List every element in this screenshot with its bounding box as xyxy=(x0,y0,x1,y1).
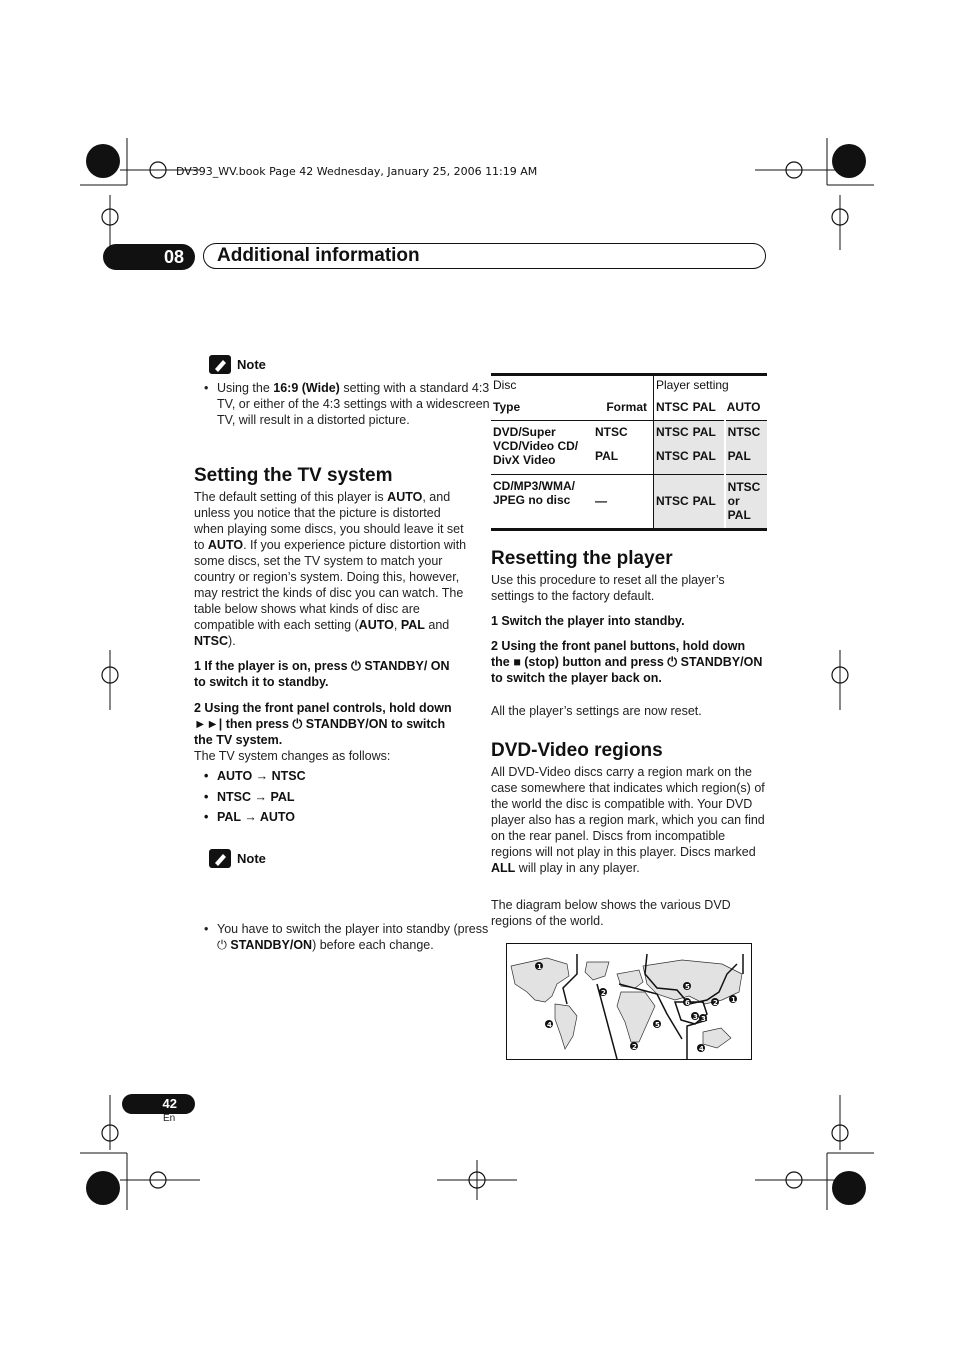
list-item: • NTSC → PAL xyxy=(194,789,444,809)
table-header-player-setting: Player setting xyxy=(654,376,768,396)
map-label: 4 xyxy=(699,1045,704,1053)
map-label: 1 xyxy=(537,963,542,971)
table-header-type: Type xyxy=(493,400,521,414)
map-label: 3 xyxy=(701,1015,706,1023)
table-header-disc: Disc xyxy=(493,378,517,392)
table-row-type: CD/MP3/WMA/ JPEG no disc xyxy=(493,478,575,507)
table-cell-auto: NTSC or PAL xyxy=(725,474,767,528)
tv-step-2: 2 Using the front panel controls, hold down ►►| then press ⏻ STANDBY/ON to switch the TV system. xyxy=(194,701,452,747)
map-label: 5 xyxy=(685,983,690,991)
table-header-ntsc: NTSC xyxy=(654,396,691,420)
map-label: 2 xyxy=(713,999,718,1007)
note-text: • You have to switch the player into standby (press ⏻ STANDBY/ON) before each change. xyxy=(194,921,495,953)
table-row-type: DVD/Super VCD/Video CD/ DivX Video xyxy=(493,424,579,467)
table-cell-ntsc: NTSC NTSC xyxy=(654,420,691,474)
map-label: 5 xyxy=(655,1021,660,1029)
section-heading-reset: Resetting the player xyxy=(491,548,673,569)
table-header-pal: PAL xyxy=(692,400,716,414)
tv-changes-text: The TV system changes as follows: xyxy=(194,749,391,763)
regions-paragraph: All DVD-Video discs carry a region mark on the case somewhere that indicates which region(s) of the world the disc is compatible with. Your DVD player also has a region mark, which you can find on the rear panel. Discs from incompatible regions will not play in this player. Discs marked ALL will play in any player. xyxy=(491,765,765,875)
chapter-number: 08 xyxy=(103,244,195,270)
region-map xyxy=(506,943,752,1060)
reset-step-1: 1 Switch the player into standby. xyxy=(491,614,685,628)
note-icon xyxy=(209,355,231,374)
table-cell-auto: NTSC PAL xyxy=(725,420,767,474)
table-cell-pal: PAL xyxy=(691,474,725,528)
tv-cycle-list xyxy=(194,768,444,829)
section-heading-regions: DVD-Video regions xyxy=(491,740,663,761)
map-label: 3 xyxy=(693,1013,698,1021)
chapter-title: Additional information xyxy=(203,243,766,269)
map-label: 2 xyxy=(601,989,606,997)
map-label: 1 xyxy=(731,996,736,1004)
note-title: Note xyxy=(237,851,266,866)
file-header: DV393_WV.book Page 42 Wednesday, January 25, 2006 11:19 AM xyxy=(176,165,538,178)
map-label: 2 xyxy=(632,1043,637,1051)
note-title: Note xyxy=(237,357,266,372)
note-icon xyxy=(209,849,231,868)
table-cell-ntsc: NTSC xyxy=(654,474,691,528)
table-header-auto: AUTO xyxy=(726,400,761,414)
reset-result: All the player’s settings are now reset. xyxy=(491,704,702,718)
reset-step-2: 2 Using the front panel buttons, hold down the ■ (stop) button and press ⏻ STANDBY/ON to switch the player back on. xyxy=(491,639,763,685)
list-item: • PAL → AUTO xyxy=(194,809,444,829)
table-header-format: Format xyxy=(606,400,647,414)
page-number: 42 xyxy=(122,1094,195,1114)
regions-paragraph-2: The diagram below shows the various DVD regions of the world. xyxy=(491,898,731,928)
world-map-illustration xyxy=(507,944,751,1059)
map-label: 6 xyxy=(685,999,690,1007)
list-item: • AUTO → NTSC xyxy=(194,768,444,788)
page-language: En xyxy=(163,1113,176,1124)
tv-step-1: 1 If the player is on, press ⏻ STANDBY/ ON to switch it to standby. xyxy=(194,659,450,689)
table-cell-pal: PAL PAL xyxy=(691,420,725,474)
tv-system-table xyxy=(491,373,767,531)
section-heading-tv-system: Setting the TV system xyxy=(194,465,393,486)
note-text: • Using the 16:9 (Wide) setting with a standard 4:3 TV, or either of the 4:3 settings with a widescreen TV, will result in a distorted picture. xyxy=(194,380,495,428)
table-row-format: NTSC PAL xyxy=(595,424,628,463)
map-label: 4 xyxy=(547,1021,552,1029)
reset-intro: Use this procedure to reset all the player’s settings to the factory default. xyxy=(491,573,725,603)
table-row-format: — xyxy=(595,494,607,509)
tv-system-paragraph: The default setting of this player is AUTO, and unless you notice that the picture is distorted when playing some discs, you should leave it set to AUTO. If you experience picture distortion with some discs, set the TV system to match your country or region’s system. Doing this, however, may restrict the kinds of disc you can watch. The table below shows what kinds of disc are compatible with each setting (AUTO, PAL and NTSC). xyxy=(194,490,467,648)
